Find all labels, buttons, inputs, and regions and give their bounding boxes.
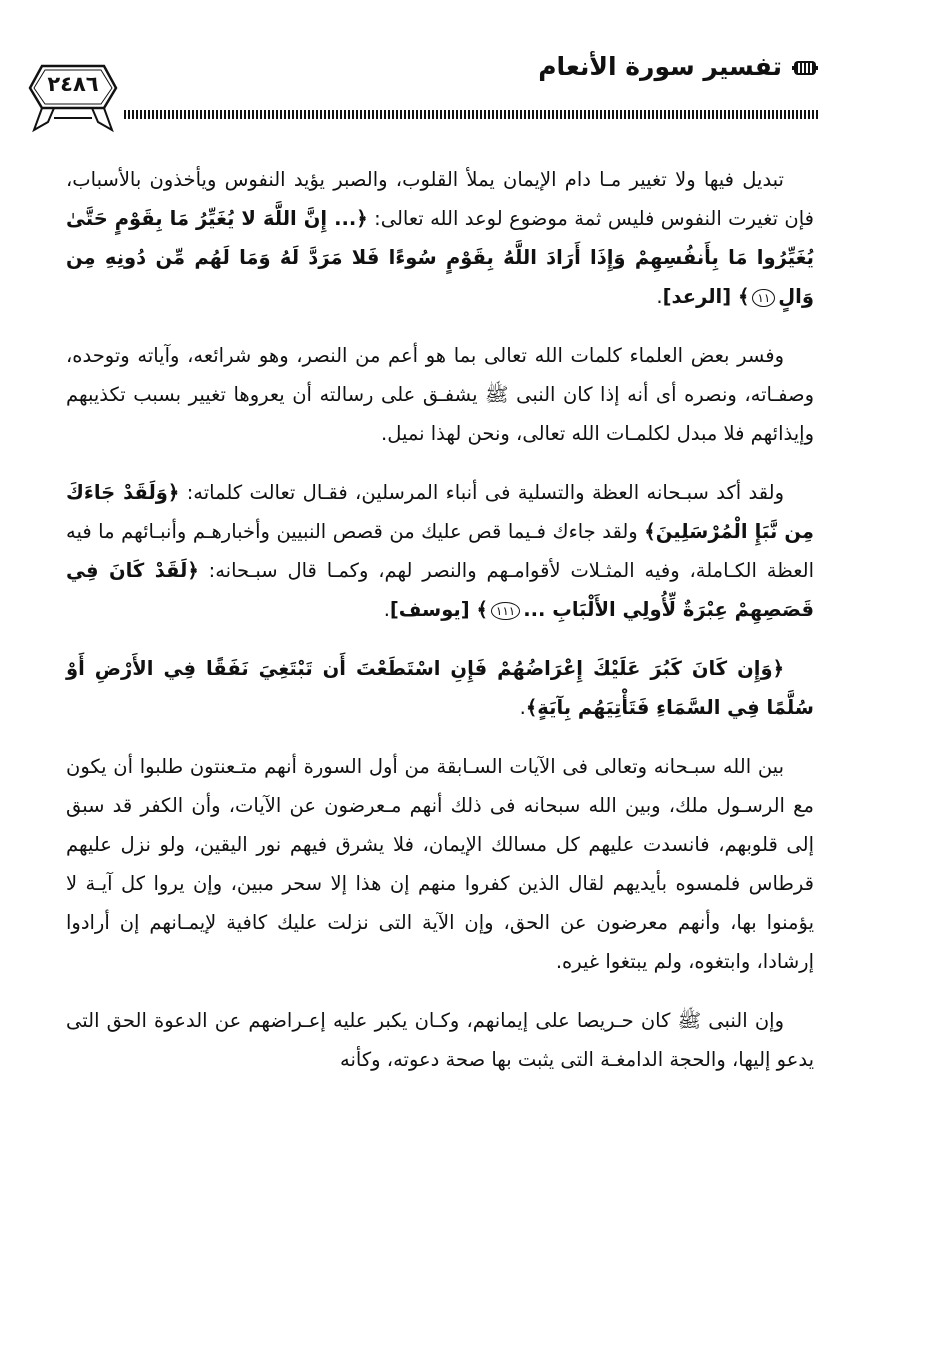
paragraph: تبديل فيها ولا تغيير مـا دام الإيمان يملأ القلوب، والصبر يؤيد النفوس ويأخذون بالأسباب، فإن تغيرت النفوس فليس ثمة موضوع لوعد الله تعالى: ﴿... إِنَّ اللَّهَ لا يُغَيِّرُ مَا بِقَوْمٍ حَتَّىٰ يُغَيِّرُوا مَا بِأَنفُسِهِمْ وَإِذَا أَرَادَ اللَّهُ بِقَوْمٍ سُوءًا فَلا مَرَدَّ لَهُ وَمَا لَهُم مِّن دُونِهِ مِن وَالٍ١١﴾ [الرعد].: [66, 168, 814, 308]
ayah-number: ١١: [752, 289, 775, 307]
quran-quote: ﴿... إِنَّ اللَّهَ لا يُغَيِّرُ مَا بِقَوْمٍ حَتَّىٰ يُغَيِّرُوا مَا بِأَنفُسِهِمْ وَإِذَا أَرَادَ اللَّهُ بِقَوْمٍ سُوءًا فَلا مَرَدَّ لَهُ وَمَا لَهُم مِّن دُونِهِ مِن وَالٍ: [66, 207, 814, 308]
page-body: [66, 160, 814, 1099]
verse-heading: ﴿وَإِن كَانَ كَبُرَ عَلَيْكَ إِعْرَاضُهُمْ فَإِنِ اسْتَطَعْتَ أَن تَبْتَغِيَ نَفَقًا فِي الأَرْضِ أَوْ سُلَّمًا فِي السَّمَاءِ فَتَأْتِيَهُم بِآيَةٍ﴾.: [66, 657, 814, 719]
page-number: ٢٤٨٦: [47, 72, 99, 96]
surah-reference: [يوسف]: [389, 598, 477, 621]
quran-quote: ﴿وَلَقَدْ جَاءَكَ مِن نَّبَإِ الْمُرْسَلِينَ﴾: [66, 481, 815, 543]
ayah-number: ١١١: [491, 602, 520, 620]
paragraph: ولقد أكد سبـحانه العظة والتسلية فى أنباء المرسلين، فقـال تعالت كلماته: ﴿وَلَقَدْ جَاءَكَ مِن نَّبَإِ الْمُرْسَلِينَ﴾ ولقد جاءك فـيما قص عليك من قصص النبيين وأخبارهـم وأنبـائهم ما فيه العظة الكـاملة، وفيه المثـلات لأقوامـهم والنصر لهم، وكمـا قال سبـحانه: ﴿لَقَدْ كَانَ فِي قَصَصِهِمْ عِبْرَةٌ لِّأُولِي الأَلْبَابِ ...١١١﴾ [يوسف].: [66, 481, 815, 621]
page-number-frame: [28, 60, 118, 136]
quran-quote: ﴿وَإِن كَانَ كَبُرَ عَلَيْكَ إِعْرَاضُهُمْ فَإِنِ اسْتَطَعْتَ أَن تَبْتَغِيَ نَفَقًا فِي الأَرْضِ أَوْ سُلَّمًا فِي السَّمَاءِ فَتَأْتِيَهُم بِآيَةٍ﴾: [66, 657, 814, 719]
surah-reference: [الرعد]: [662, 285, 738, 308]
paragraph: وإن النبى ﷺ كان حـريصا على إيمانهم، وكـان يكبر عليه إعـراضهم عن الدعوة الحق التى يدعو إليها، والحجة الدامغـة التى يثبت بها صحة دعوته، وكأنه: [66, 1009, 814, 1071]
running-title: [538, 52, 818, 81]
paragraph: وفسر بعض العلماء كلمات الله تعالى بما هو أعم من النصر، وهو شرائعه، وآياته وتوحده، وصفـاته، ونصره أى أنه إذا كان النبى ﷺ يشفـق على رسالته أن يعروها تغيير بسبب تكذيبهم وإيذائهم فلا مبدل لكلمـات الله تعالى، ونحن لهذا نميل.: [66, 344, 814, 445]
paragraph: بين الله سبـحانه وتعالى فى الآيات السـابقة من أول السورة أنهم متـعنتون طلبوا أن يكون مع الرسـول ملك، وبين الله سبحانه فى ذلك أنهم مـعرضون عن الآيات، وأن الكفر قد سبق إلى قلوبهم، فانسدت عليهم كل مسالك الإيمان، فلا يشرق فيهم نور اليقين، ولو نزل عليهم قرطاس فلمسوه بأيديهم لقال الذين كفروا منهم إن هذا إلا سحر مبين، وإن يروا كل آيـة لا يؤمنوا بها، وأنهم معرضون عن الحق، وإن الآية التى نزلت عليك كافية لإيمـانهم إن أرادوا إرشادا، وابتغوه، ولم يبتغوا غيره.: [66, 755, 814, 973]
header-rule: [124, 110, 818, 119]
quran-quote: ﴿لَقَدْ كَانَ فِي قَصَصِهِمْ عِبْرَةٌ لِّأُولِي الأَلْبَابِ ...: [66, 559, 814, 621]
ornament-icon: [792, 56, 818, 78]
page-header: [28, 52, 818, 136]
running-title-text: تفسير سورة الأنعام: [538, 52, 782, 81]
